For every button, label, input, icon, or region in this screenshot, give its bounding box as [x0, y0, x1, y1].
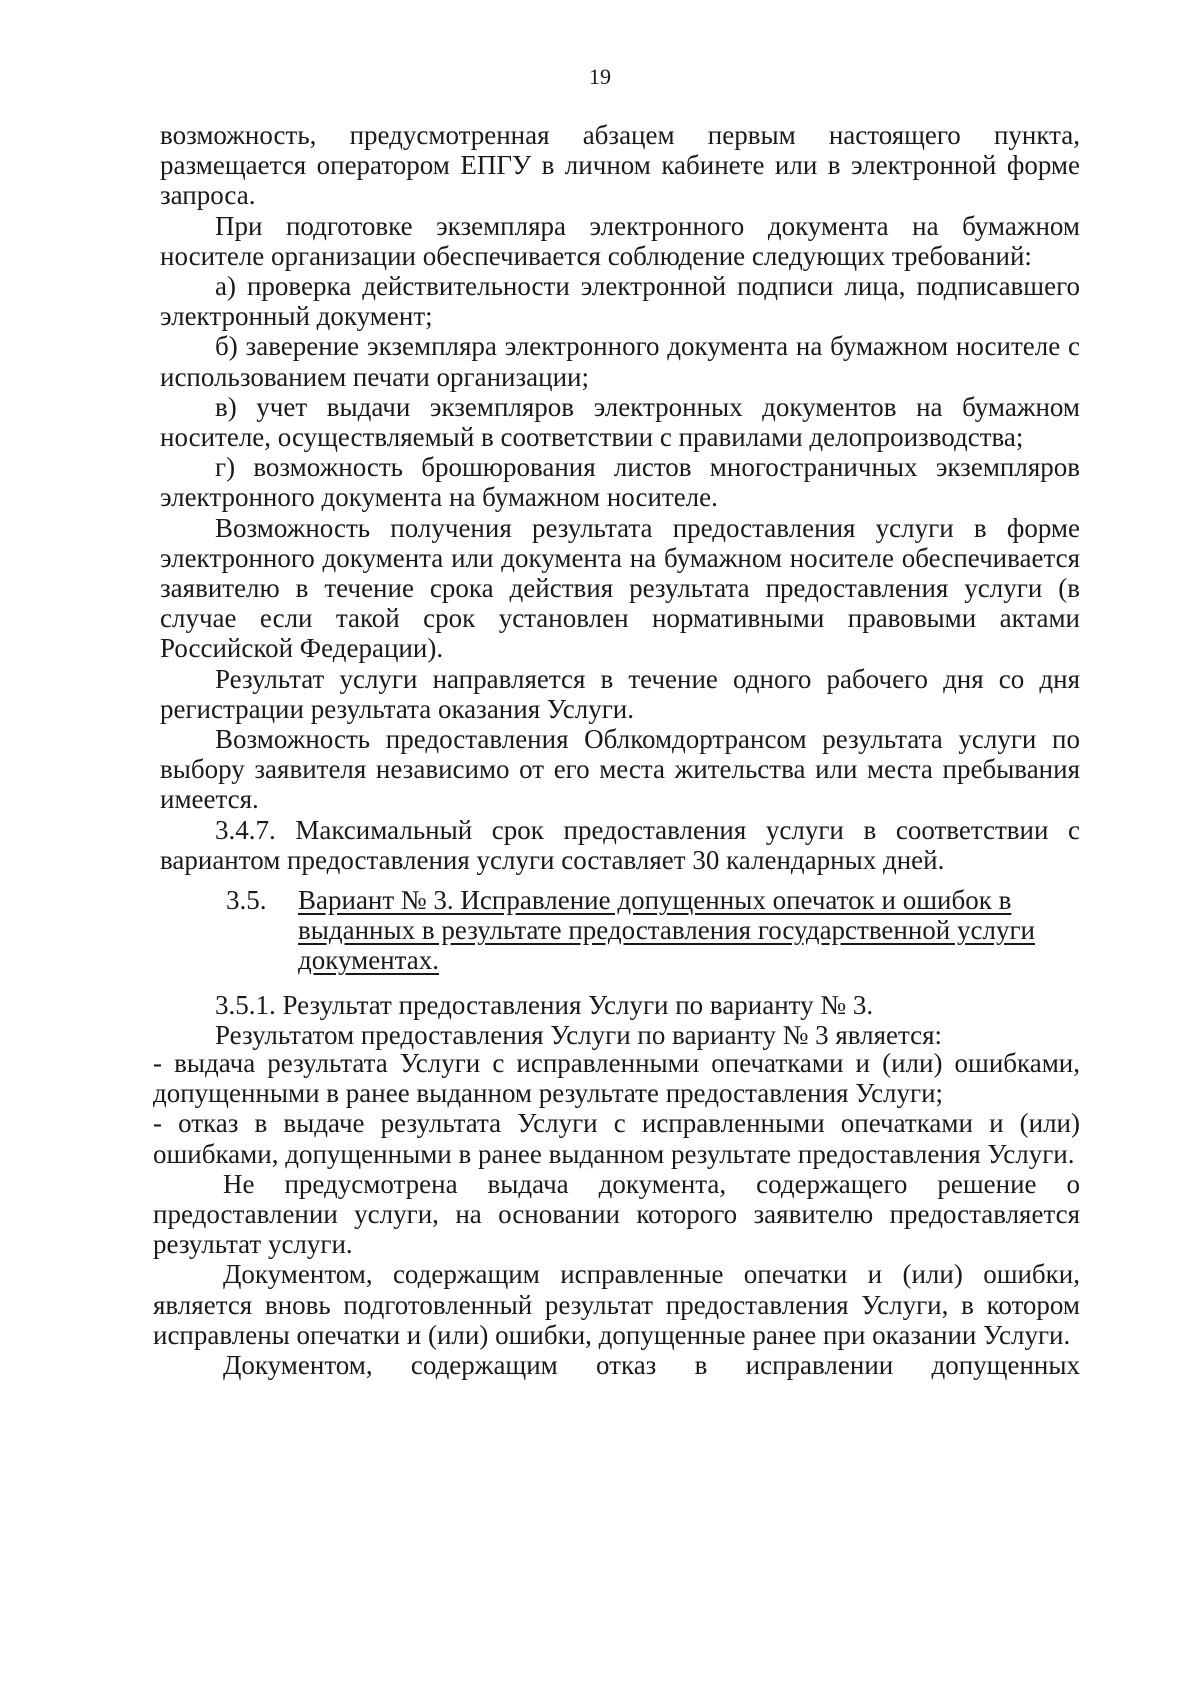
paragraph: возможность, предусмотренная абзацем первым настоящего пункта, размещается оператором ЕПГУ в личном кабинете или в электронной форме запроса. [160, 120, 1080, 211]
paragraph: Возможность получения результата предоставления услуги в форме электронного документа или документа на бумажном носителе обеспечивается заявителю в течение срока действия результата предоставления услуги (в случае если такой срок установлен нормативными правовыми актами Российской Федерации). [160, 512, 1080, 664]
list-item: а) проверка действительности электронной подписи лица, подписавшего электронный документ; [160, 271, 1080, 332]
list-item: в) учет выдачи экземпляров электронных документов на бумажном носителе, осуществляемый в соответствии с правилами делопроизводства; [160, 391, 1080, 453]
body-text-bottom [153, 1048, 1080, 1380]
paragraph: Не предусмотрена выдача документа, содержащего решение о предоставлении услуги, на основании которого заявителю предоставляется результат услуги. [153, 1168, 1080, 1260]
paragraph: Результатом предоставления Услуги по варианту № 3 является: [215, 1019, 943, 1050]
list-item: - выдача результата Услуги с исправленными опечатками и (или) ошибками, допущенными в ранее выданном результате предоставления Услуги; [153, 1048, 1080, 1109]
paragraph: 3.5.1. Результат предоставления Услуги по варианту № 3. [215, 989, 874, 1020]
paragraph: Возможность предоставления Облкомдортрансом результата услуги по выбору заявителя независимо от его места жительства или места пребывания имеется. [160, 724, 1080, 815]
paragraph: Результат услуги направляется в течение одного рабочего дня со дня регистрации результата оказания Услуги. [160, 663, 1080, 724]
section-heading [160, 885, 1080, 976]
page-number: 19 [589, 64, 611, 89]
paragraph: Документом, содержащим отказ в исправлении допущенных [223, 1350, 1080, 1381]
list-item: г) возможность брошюрования листов многостраничных экземпляров электронного документа на бумажном носителе. [160, 452, 1080, 513]
paragraph: Документом, содержащим исправленные опечатки и (или) ошибки, является вновь подготовленный результат предоставления Услуги, в котором исправлены опечатки и (или) ошибки, допущенные ранее при оказании Услуги. [153, 1259, 1080, 1350]
list-item: - отказ в выдаче результата Услуги с исправленными опечатками и (или) ошибками, допущенными в ранее выданном результате предоставления Услуги. [153, 1108, 1080, 1169]
body-text-top [160, 120, 1080, 1050]
section-number: 3.5. [226, 885, 267, 916]
paragraph: При подготовке экземпляра электронного документа на бумажном носителе организации обеспечивается соблюдение следующих требований: [160, 210, 1080, 271]
paragraph: 3.4.7. Максимальный срок предоставления услуги в соответствии с вариантом предоставления услуги составляет 30 календарных дней. [160, 814, 1080, 875]
section-title: Вариант № 3. Исправление допущенных опечаток и ошибок в выданных в результате предоставления государственной услуги документах. [298, 885, 1035, 976]
list-item: б) заверение экземпляра электронного документа на бумажном носителе с использованием печати организации; [160, 331, 1080, 392]
